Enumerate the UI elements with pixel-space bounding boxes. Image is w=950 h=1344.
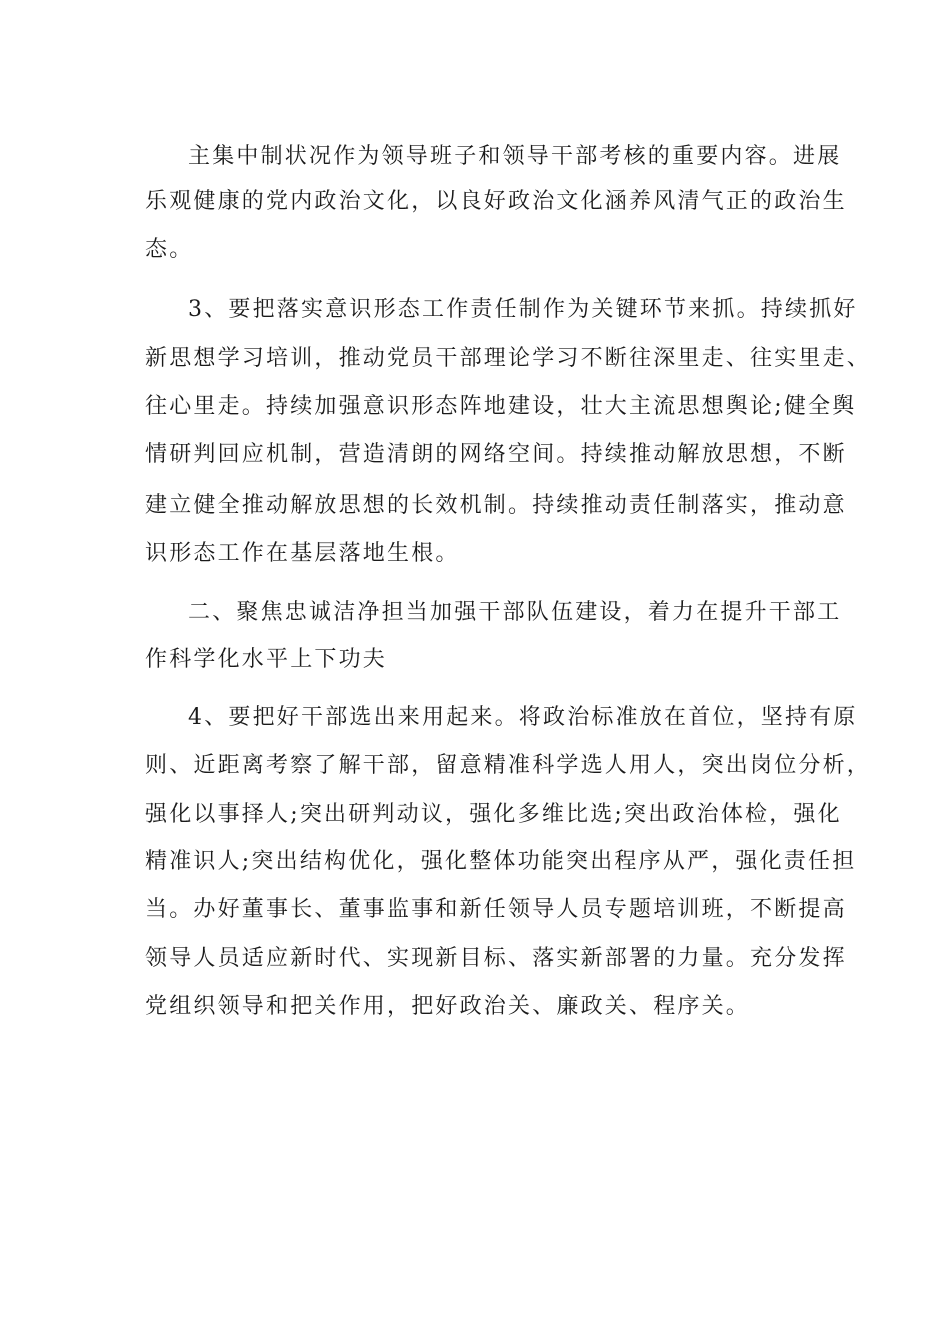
paragraph-2-line-5: 建立健全推动解放思想的长效机制。持续推动责任制落实，推动意 bbox=[145, 493, 847, 518]
paragraph-4-line-3: 强化以事择人;突出研判动议，强化多维比选;突出政治体检，强化 bbox=[145, 802, 842, 827]
paragraph-1-line-2: 乐观健康的党内政治文化，以良好政治文化涵养风清气正的政治生 bbox=[145, 189, 847, 214]
paragraph-4-line-4: 精准识人;突出结构优化，强化整体功能突出程序从严，强化责任担 bbox=[145, 849, 857, 874]
paragraph-4-line-6: 领导人员适应新时代、实现新目标、落实新部署的力量。充分发挥 bbox=[145, 946, 847, 971]
paragraph-1-line-3: 态。 bbox=[145, 237, 194, 262]
paragraph-3-line-1: 二、聚焦忠诚洁净担当加强干部队伍建设，着力在提升干部工 bbox=[188, 600, 842, 625]
paragraph-3-line-2: 作科学化水平上下功夫 bbox=[145, 647, 388, 672]
paragraph-2-line-2: 新思想学习培训，推动党员干部理论学习不断往深里走、往实里走、 bbox=[145, 346, 872, 371]
paragraph-4-line-5: 当。办好董事长、董事监事和新任领导人员专题培训班，不断提高 bbox=[145, 897, 847, 922]
paragraph-1-line-1: 主集中制状况作为领导班子和领导干部考核的重要内容。进展 bbox=[188, 144, 842, 169]
paragraph-4-line-2: 则、近距离考察了解干部，留意精准科学选人用人，突出岗位分析， bbox=[145, 753, 872, 778]
paragraph-2-line-1: 3、要把落实意识形态工作责任制作为关键环节来抓。持续抓好 bbox=[188, 297, 858, 322]
paragraph-4-line-7: 党组织领导和把关作用，把好政治关、廉政关、程序关。 bbox=[145, 994, 751, 1019]
paragraph-2-line-4: 情研判回应机制，营造清朗的网络空间。持续推动解放思想，不断 bbox=[145, 442, 847, 467]
paragraph-2-line-6: 识形态工作在基层落地生根。 bbox=[145, 541, 460, 566]
paragraph-4-line-1: 4、要把好干部选出来用起来。将政治标准放在首位，坚持有原 bbox=[188, 705, 858, 730]
paragraph-2-line-3: 往心里走。持续加强意识形态阵地建设，壮大主流思想舆论;健全舆 bbox=[145, 394, 857, 419]
